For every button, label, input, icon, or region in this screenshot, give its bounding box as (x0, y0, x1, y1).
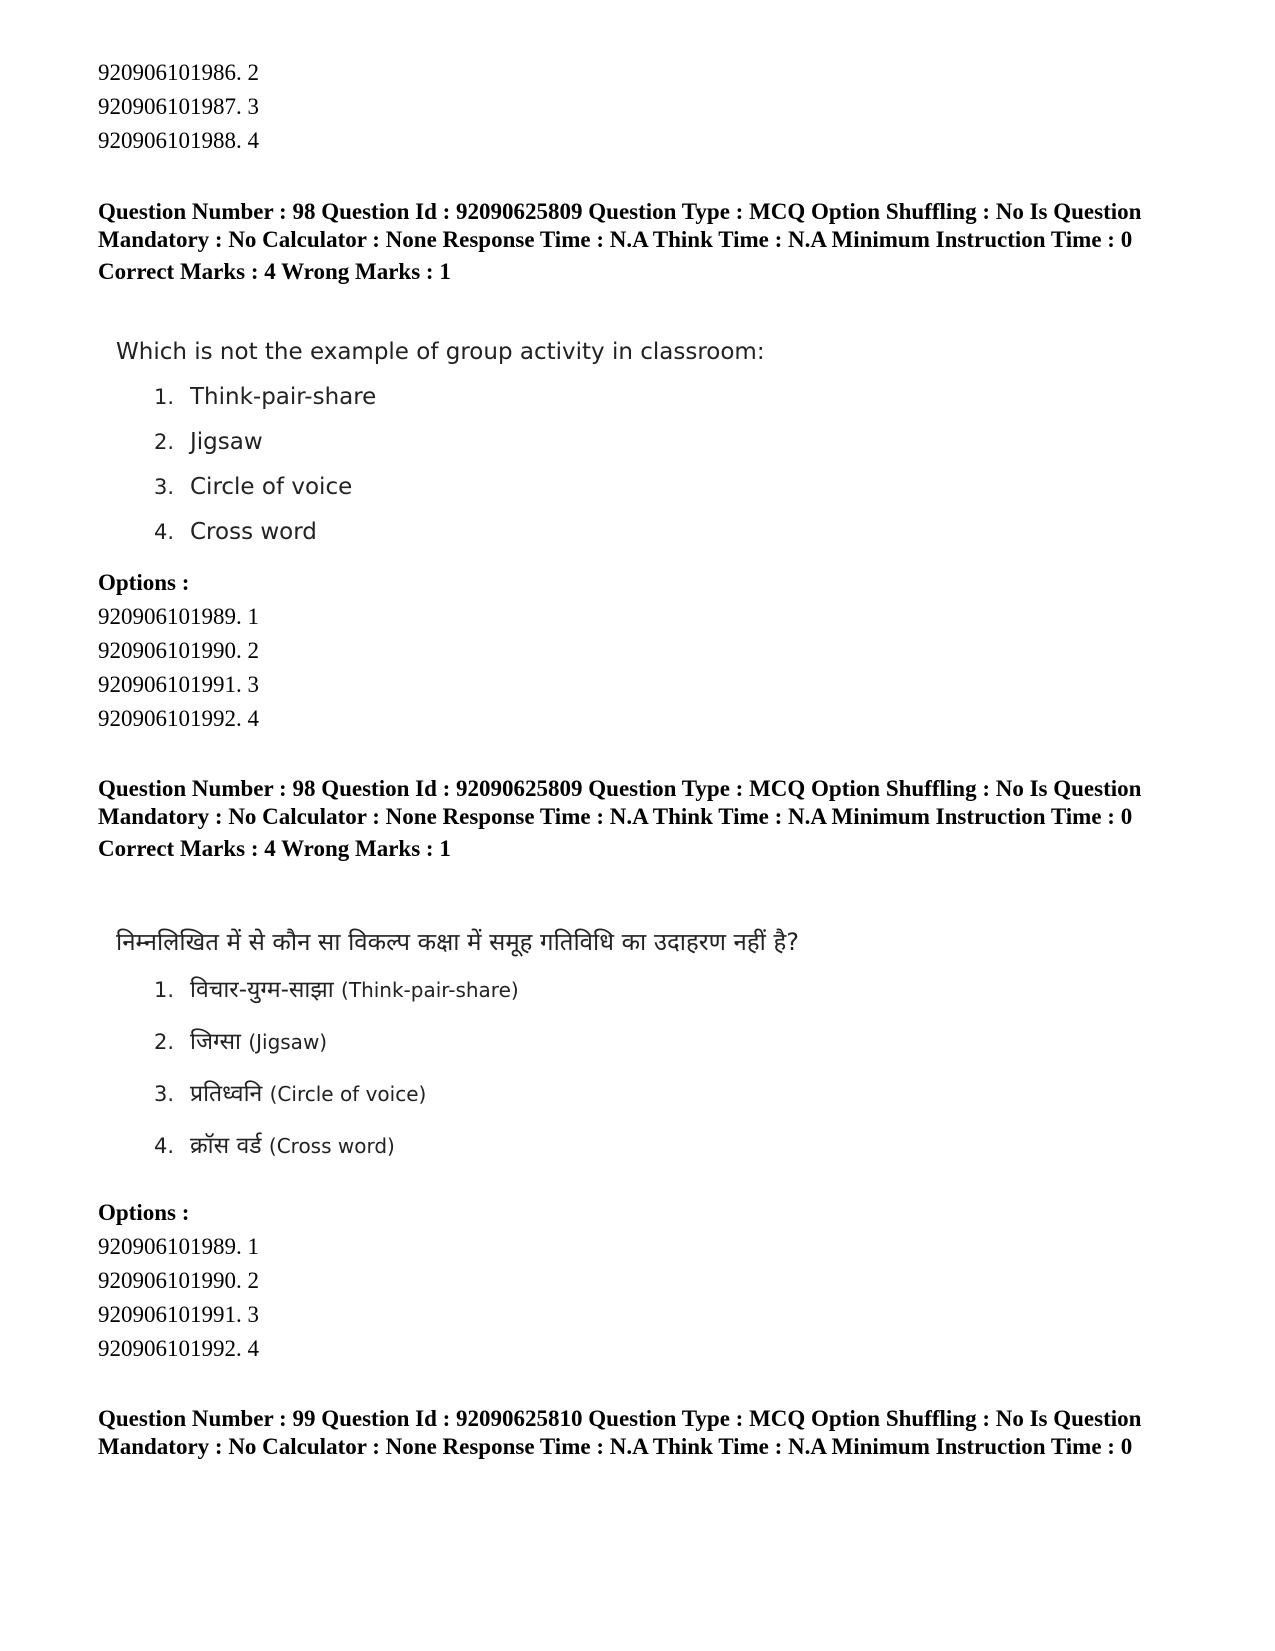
choice-number: 3. (154, 1082, 175, 1106)
choice-number: 2. (154, 430, 175, 454)
question-99-header (98, 1405, 1178, 1461)
choice-item (116, 428, 1016, 456)
option-line: 920906101986. 2 (98, 60, 259, 85)
option-line: 920906101987. 3 (98, 94, 259, 119)
choice-item (116, 1028, 1016, 1056)
question-meta: Question Number : 99 Question Id : 92090625810 Question Type : MCQ Option Shuffling : No Is Question Mandatory : No Calculator : None Response Time : N.A Think Time : N.A Minimum Instruction Time : 0 (98, 1406, 1142, 1459)
question-98-en-body (116, 338, 1016, 546)
choice-item (116, 518, 1016, 546)
question-stem: निम्नलिखित में से कौन सा विकल्प कक्षा में समूह गतिविधि का उदाहरण नहीं है? (116, 928, 799, 956)
choice-english: (Cross word) (268, 1134, 395, 1158)
choice-item (116, 1080, 1016, 1108)
question-98-hi-header (98, 775, 1178, 863)
choice-text: Circle of voice (190, 474, 353, 500)
question-marks: Correct Marks : 4 Wrong Marks : 1 (98, 836, 451, 861)
options-label: Options : (98, 1200, 190, 1225)
option-line: 920906101989. 1 (98, 1234, 259, 1259)
option-line: 920906101992. 4 (98, 706, 259, 731)
choice-number: 4. (154, 520, 175, 544)
choice-english: (Think-pair-share) (341, 978, 519, 1002)
choice-text: Think-pair-share (190, 384, 377, 410)
choice-hindi: जिग्सा (190, 1029, 241, 1055)
question-stem: Which is not the example of group activity in classroom: (116, 339, 765, 365)
question-meta: Question Number : 98 Question Id : 92090625809 Question Type : MCQ Option Shuffling : No Is Question Mandatory : No Calculator : None Response Time : N.A Think Time : N.A Minimum Instruction Time : 0 (98, 776, 1142, 829)
choice-item (116, 383, 1016, 411)
question-98-en-options (98, 566, 1178, 736)
choice-number: 1. (154, 978, 175, 1002)
top-options-list (98, 56, 1178, 158)
choice-number: 1. (154, 385, 175, 409)
choice-english: (Circle of voice) (269, 1082, 427, 1106)
question-98-hi-body (116, 928, 1016, 1160)
choice-hindi: विचार-युग्म-साझा (190, 977, 334, 1003)
question-marks: Correct Marks : 4 Wrong Marks : 1 (98, 259, 451, 284)
choice-number: 4. (154, 1134, 175, 1158)
option-line: 920906101990. 2 (98, 638, 259, 663)
choice-item (116, 976, 1016, 1004)
question-98-hi-options (98, 1196, 1178, 1366)
choice-text: Cross word (190, 519, 317, 545)
option-line: 920906101992. 4 (98, 1336, 259, 1361)
question-meta: Question Number : 98 Question Id : 92090625809 Question Type : MCQ Option Shuffling : No Is Question Mandatory : No Calculator : None Response Time : N.A Think Time : N.A Minimum Instruction Time : 0 (98, 199, 1142, 252)
choice-english: (Jigsaw) (248, 1030, 328, 1054)
question-98-en-header (98, 198, 1178, 286)
options-label: Options : (98, 570, 190, 595)
option-line: 920906101988. 4 (98, 128, 259, 153)
choice-hindi: प्रतिध्वनि (190, 1081, 263, 1107)
option-line: 920906101989. 1 (98, 604, 259, 629)
choice-hindi: क्रॉस वर्ड (190, 1133, 262, 1159)
choice-number: 2. (154, 1030, 175, 1054)
choice-item (116, 1132, 1016, 1160)
option-line: 920906101990. 2 (98, 1268, 259, 1293)
choice-text: Jigsaw (190, 429, 263, 455)
option-line: 920906101991. 3 (98, 672, 259, 697)
choice-number: 3. (154, 475, 175, 499)
choice-item (116, 473, 1016, 501)
option-line: 920906101991. 3 (98, 1302, 259, 1327)
